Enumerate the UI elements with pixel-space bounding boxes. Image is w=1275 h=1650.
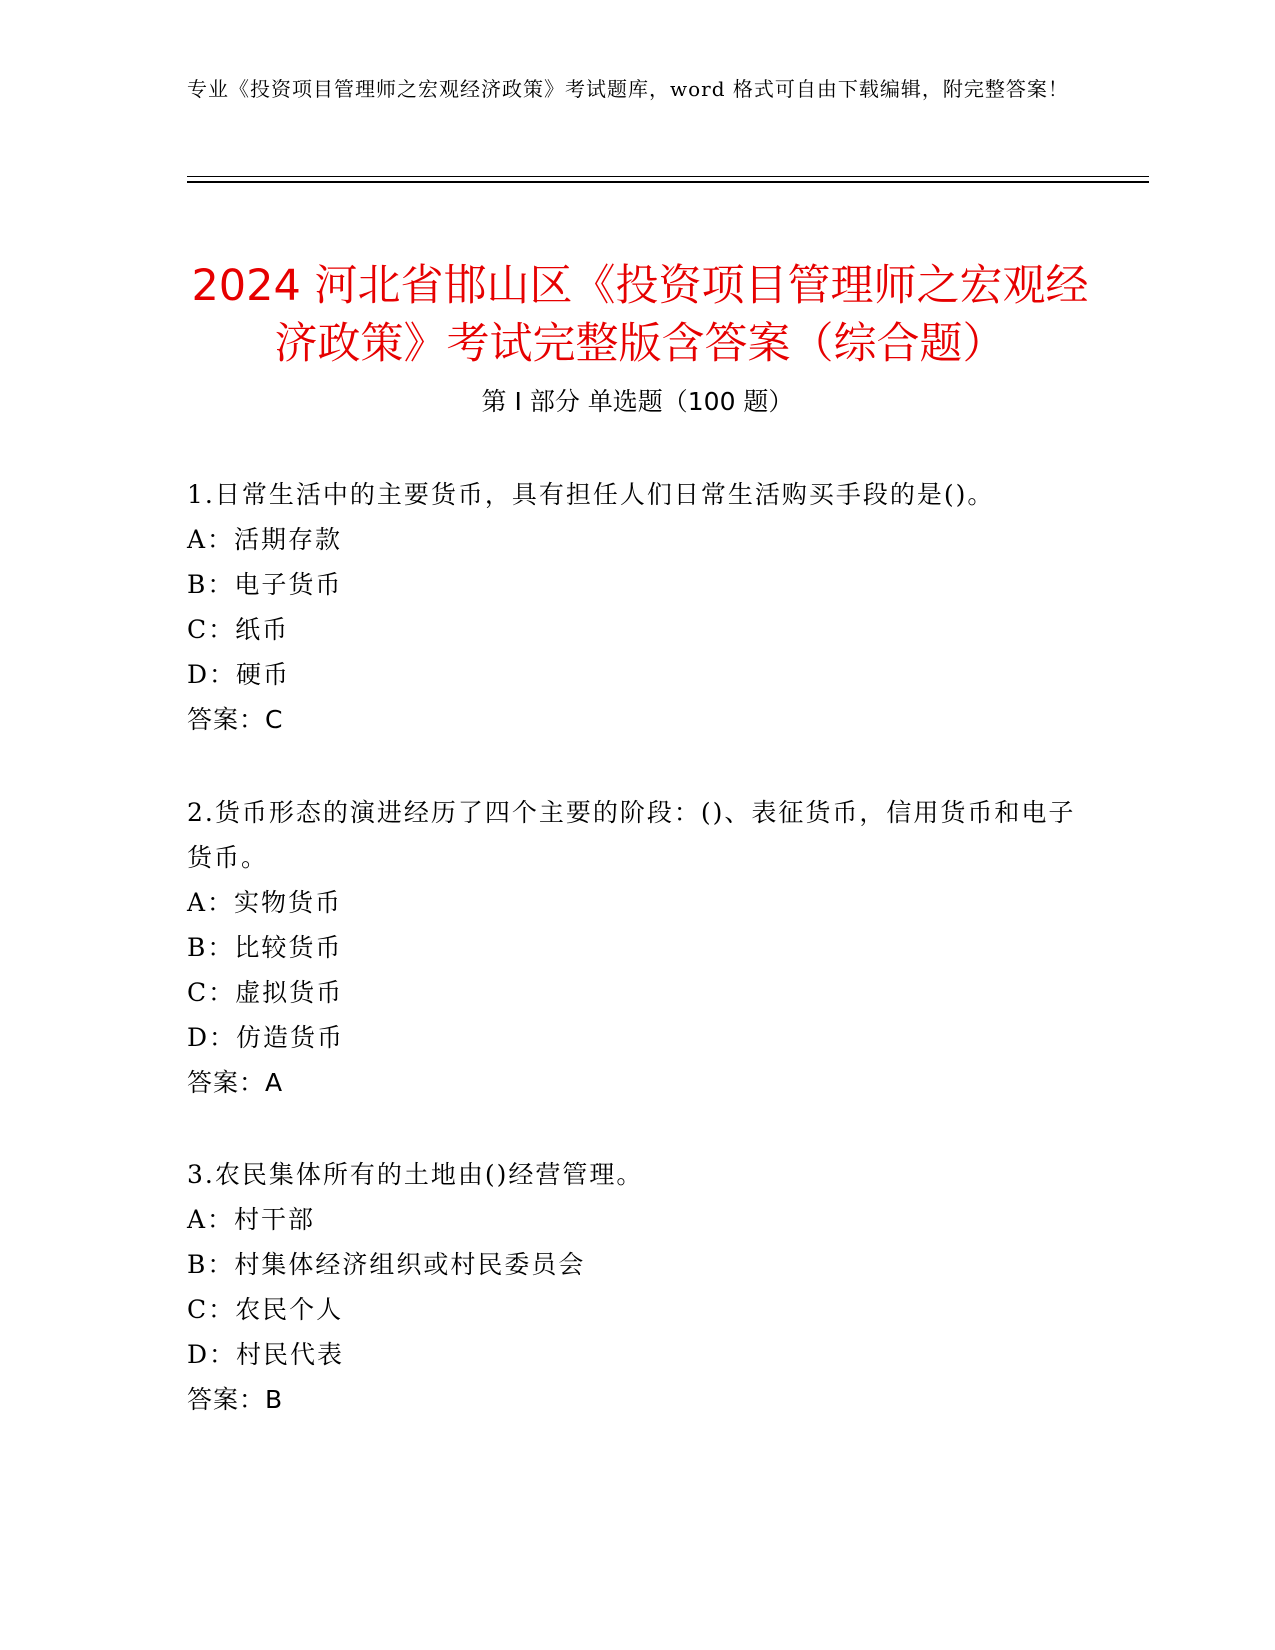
question-3	[187, 1152, 1087, 1422]
question-2	[187, 790, 1087, 1105]
option-a: A：活期存款	[187, 525, 343, 554]
answer: 答案：A	[187, 1068, 284, 1097]
option-d: D：村民代表	[187, 1340, 345, 1369]
header-divider-thick	[187, 181, 1149, 183]
option-a: A：实物货币	[187, 888, 343, 917]
document-title: 2024 河北省邯山区《投资项目管理师之宏观经济政策》考试完整版含答案（综合题）	[191, 260, 1089, 369]
option-c: C：农民个人	[187, 1295, 344, 1324]
option-b: B：村集体经济组织或村民委员会	[187, 1250, 586, 1279]
answer: 答案：C	[187, 705, 284, 734]
question-1	[187, 472, 1087, 742]
option-d: D：仿造货币	[187, 1023, 345, 1052]
option-c: C：纸币	[187, 615, 290, 644]
header-note: 专业《投资项目管理师之宏观经济政策》考试题库，word 格式可自由下载编辑，附完整答案！	[187, 77, 1069, 101]
option-c: C：虚拟货币	[187, 978, 344, 1007]
option-a: A：村干部	[187, 1205, 316, 1234]
question-stem: 1.日常生活中的主要货币，具有担任人们日常生活购买手段的是()。	[187, 480, 995, 509]
question-stem: 2.货币形态的演进经历了四个主要的阶段：()、表征货币，信用货币和电子货币。	[187, 798, 1076, 872]
section-heading: 第 I 部分 单选题（100 题）	[481, 387, 794, 416]
question-stem: 3.农民集体所有的土地由()经营管理。	[187, 1160, 644, 1189]
header-divider-thin	[187, 176, 1149, 177]
option-d: D：硬币	[187, 660, 291, 689]
option-b: B：比较货币	[187, 933, 343, 962]
answer: 答案：B	[187, 1385, 284, 1414]
option-b: B：电子货币	[187, 570, 343, 599]
